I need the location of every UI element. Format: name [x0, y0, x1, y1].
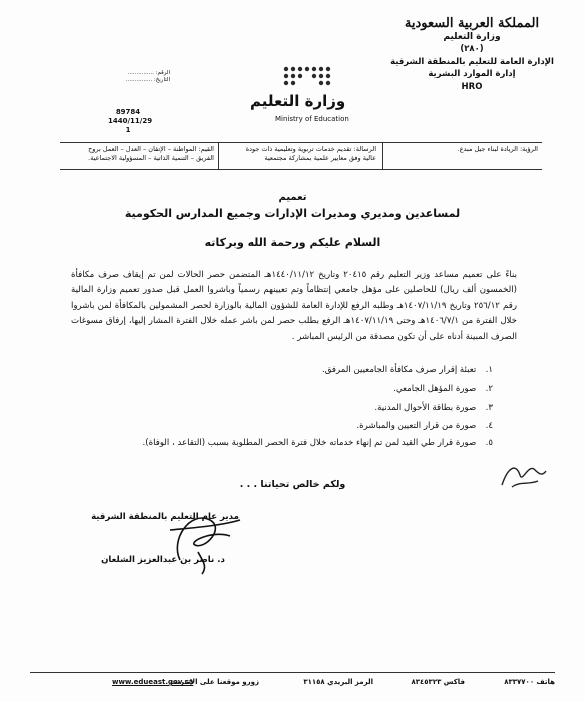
attachment-number: ٤.	[485, 421, 493, 431]
moe-logo-arabic: وزارة التعليم	[250, 92, 346, 110]
reference-number: 89784	[115, 108, 141, 116]
greeting: السلام عليكم ورحمة الله وبركاته	[204, 236, 381, 249]
reference-info	[108, 108, 153, 135]
attachment-number: ٥.	[485, 438, 493, 448]
footer-bar	[30, 672, 555, 693]
stamp-date-line: التاريخ: ...............	[125, 77, 170, 83]
values-line-1: القيم: المواطنة – الإتقان – العدل – العمل بروح	[88, 145, 214, 153]
ministry-code: (٢٨٠)	[460, 44, 484, 54]
reference-date: 1440/11/29	[108, 117, 153, 125]
values-bar	[60, 142, 542, 170]
mission-line-1: الرسالة: تقديم خدمات تربوية وتعليمية ذات جودة	[245, 145, 376, 153]
stamp-number-line: الرقم: ...............	[127, 70, 170, 76]
attachment-item	[93, 438, 493, 448]
signatory-name: د. ناصر بن عبدالعزيز الشلعان	[101, 555, 225, 565]
department-name: إدارة الموارد البشرية	[428, 69, 516, 79]
administration-name: الإدارة العامة للتعليم بالمنطقة الشرقية	[390, 56, 554, 67]
attachment-item	[93, 365, 493, 375]
footer-fax: فاكس ٨٣٤٥٣٢٣	[411, 678, 465, 686]
header-ministry-block	[387, 18, 557, 93]
values-line-2: الفريق – التنمية الذاتية – المسؤولية الاجتماعية.	[88, 154, 214, 162]
addressee-line: لمساعدين ومديري ومديرات الإدارات وجميع المدارس الحكومية	[124, 207, 461, 220]
attachment-number: ٣.	[485, 403, 493, 413]
initials-signature-icon	[498, 455, 550, 495]
kingdom-name: المملكة العربية السعودية	[404, 16, 540, 31]
footer-phone: هاتف ٨٣٣٧٧٠٠	[504, 678, 555, 686]
footer-site-label: زورو موقعنا على الإنترنت	[170, 678, 260, 686]
attachment-text: صورة المؤهل الجامعي.	[393, 384, 477, 394]
ministry-name: وزارة التعليم	[443, 31, 501, 42]
attachment-item	[93, 384, 493, 394]
values-divider	[382, 143, 383, 169]
attachment-text: تعبئة إقرار صرف مكافأة الجامعيين المرفق.	[321, 365, 477, 375]
vision-text: الرؤية: الريادة لبناء جيل مبدع.	[457, 145, 538, 153]
body-paragraph: بناءً على تعميم مساعد وزير التعليم رقم ٢٠٤١٥ وتاريخ ١٤٤٠/١١/١٢هـ المتضمن حصر الحالات لمن تم إيقاف صرف مكافأة (الخمسون ألف ريال) للحاصلين على مؤهل جامعي إنتظاماً وتم تعيينهم رسمياً وباشروا العمل قبل صدور تعميم وزارة المالية رقم ٢٥٦/١٢ وتاريخ ١٤٠٧/١١/١٩هـ وطلبه الرفع للإدارة العامة للشؤون المالية بالوزارة لحصر المشمولين بالمكافأة لمن باشروا خلال الفترة من ١٤٠٦/٧/١هـ وحتى ١٤٠٧/١١/١٩هـ الرفع بطلب حصر لمن باشر عمله خلال الفترة المشار إليها، إرفاق مسوغات الصرف المبينة أدناه على أن تكون مصدقة من الرئيس المباشر .	[71, 270, 518, 342]
attachment-number: ٢.	[485, 384, 493, 394]
moe-logo-english: Ministry of Education	[275, 115, 349, 123]
signatory-title: مدير عام التعليم بالمنطقة الشرقية	[91, 512, 239, 522]
handwritten-signature-icon	[150, 490, 250, 580]
document-title: تعميم	[278, 192, 307, 203]
mission-line-2: عالية وفق معايير علمية بمشاركة مجتمعية	[264, 154, 376, 162]
reference-attachments: 1	[125, 126, 131, 134]
attachment-item	[93, 403, 493, 413]
reference-stamp	[60, 70, 170, 84]
mission-text	[224, 145, 376, 163]
footer-website-link[interactable]: www.edueast.gov.sa	[112, 678, 194, 686]
attachment-text: صورة من قرار التعيين والمباشرة.	[356, 421, 477, 431]
attachment-text: صورة قرار طي القيد لمن تم إنهاء خدماته خلال فترة الحصر المطلوبة بسبب (التقاعد ، الوفاة).	[142, 438, 477, 448]
closing-line: ولكم خالص تحياتنا . . .	[239, 479, 346, 490]
values-divider	[218, 143, 219, 169]
attachment-number: ١.	[485, 365, 493, 375]
hro-label: HRO	[461, 81, 483, 92]
attachment-item	[93, 421, 493, 431]
footer-postal-code: الرمز البريدي ٣١١٥٨	[303, 678, 373, 686]
values-text	[64, 145, 214, 163]
attachment-text: صورة بطاقة الأحوال المدنية.	[374, 403, 477, 413]
